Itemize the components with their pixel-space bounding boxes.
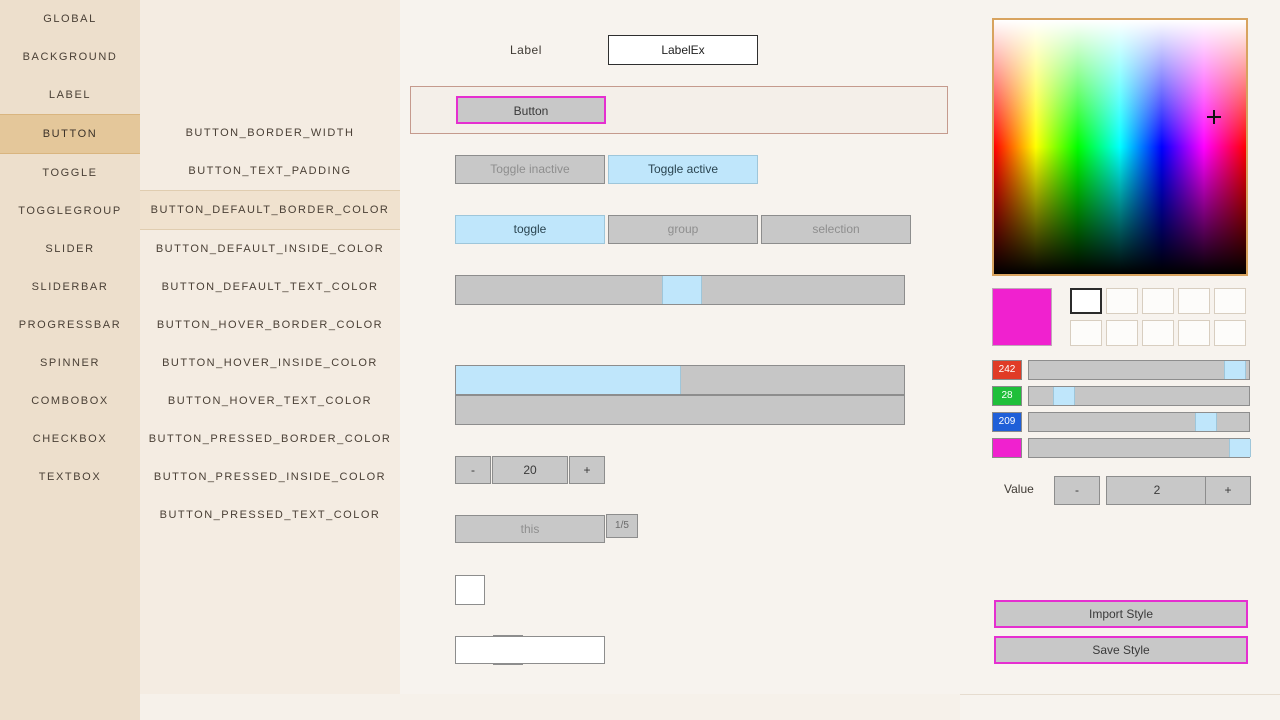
category-item-background[interactable]: BACKGROUND [22,51,118,63]
category-item-textbox[interactable]: TEXTBOX [38,471,102,483]
channel-blue-value: 209 [992,412,1022,432]
color-picker-area[interactable] [992,18,1248,276]
channel-green [992,386,1250,406]
category-item-spinner[interactable]: SPINNER [39,357,101,369]
value-decrement[interactable]: - [1054,476,1100,505]
spinner-value[interactable]: 20 [492,456,568,484]
color-panel [960,0,1280,694]
property-list [140,0,401,694]
category-item-slider[interactable]: SLIDER [45,243,95,255]
save-style-button[interactable]: Save Style [994,636,1248,664]
import-style-button[interactable]: Import Style [994,600,1248,628]
spinner-decrement[interactable]: - [455,456,491,484]
channel-alpha [992,438,1250,458]
current-color-swatch [992,288,1052,346]
property-item-default-border-color[interactable]: BUTTON_DEFAULT_BORDER_COLOR [140,190,400,230]
channel-alpha-value [992,438,1022,458]
channel-red [992,360,1250,380]
channel-blue-slider[interactable] [1028,412,1250,432]
togglegroup-item-group[interactable]: group [608,215,758,244]
category-item-toggle[interactable]: TOGGLE [42,167,98,179]
channel-red-slider[interactable] [1028,360,1250,380]
toggle-active[interactable]: Toggle active [608,155,758,184]
togglegroup-item-toggle[interactable]: toggle [455,215,605,244]
value-increment[interactable]: + [1205,476,1251,505]
slider-knob[interactable] [662,276,702,304]
property-item-hover-border-color[interactable]: BUTTON_HOVER_BORDER_COLOR [156,319,384,331]
palette-swatch-9[interactable] [1178,320,1210,346]
category-item-sliderbar[interactable]: SLIDERBAR [31,281,109,293]
preview-label-caption: Label [510,43,542,57]
preview-panel [400,0,960,694]
preview-label-value[interactable]: LabelEx [608,35,758,65]
category-item-progressbar[interactable]: PROGRESSBAR [18,319,122,331]
property-item-hover-text-color[interactable]: BUTTON_HOVER_TEXT_COLOR [167,395,373,407]
palette-swatch-4[interactable] [1178,288,1210,314]
category-item-button[interactable]: BUTTON [0,114,140,154]
checkbox-unchecked[interactable] [455,575,485,605]
combobox-count[interactable]: 1/5 [606,514,638,538]
channel-alpha-slider[interactable] [1028,438,1250,458]
bottom-right-fill [960,694,1280,720]
slider[interactable] [455,275,905,305]
value-field[interactable]: 2 [1106,476,1208,505]
channel-alpha-knob[interactable] [1229,439,1251,457]
bottom-left-fill [0,694,140,720]
property-item-pressed-text-color[interactable]: BUTTON_PRESSED_TEXT_COLOR [159,509,381,521]
channel-green-knob[interactable] [1053,387,1075,405]
bottom-strip [0,694,1280,720]
palette-swatch-6[interactable] [1070,320,1102,346]
palette-swatch-10[interactable] [1214,320,1246,346]
button-preview-group [410,86,948,134]
palette-swatch-7[interactable] [1106,320,1138,346]
preview-textbox[interactable] [455,636,605,664]
property-item-default-text-color[interactable]: BUTTON_DEFAULT_TEXT_COLOR [161,281,379,293]
combobox-value[interactable]: this [455,515,605,543]
palette-swatch-1[interactable] [1070,288,1102,314]
channel-green-slider[interactable] [1028,386,1250,406]
category-list [0,0,141,694]
sliderbar-fill [456,366,681,394]
property-item-text-padding[interactable]: BUTTON_TEXT_PADDING [188,165,352,177]
property-item-hover-inside-color[interactable]: BUTTON_HOVER_INSIDE_COLOR [162,357,378,369]
category-item-togglegroup[interactable]: TOGGLEGROUP [18,205,122,217]
property-item-pressed-inside-color[interactable]: BUTTON_PRESSED_INSIDE_COLOR [153,471,387,483]
progressbar [455,395,905,425]
channel-red-value: 242 [992,360,1022,380]
sliderbar[interactable] [455,365,905,395]
category-item-checkbox[interactable]: CHECKBOX [32,433,108,445]
channel-red-knob[interactable] [1224,361,1246,379]
palette-swatch-8[interactable] [1142,320,1174,346]
togglegroup-item-selection[interactable]: selection [761,215,911,244]
preview-button[interactable]: Button [456,96,606,124]
palette-swatch-3[interactable] [1142,288,1174,314]
palette-swatch-2[interactable] [1106,288,1138,314]
category-item-label[interactable]: LABEL [48,89,92,101]
toggle-inactive[interactable]: Toggle inactive [455,155,605,184]
value-stepper [960,476,1280,506]
value-label: Value [1004,482,1034,496]
spinner-increment[interactable]: + [569,456,605,484]
channel-blue [992,412,1250,432]
category-item-global[interactable]: GLOBAL [43,13,97,25]
property-item-pressed-border-color[interactable]: BUTTON_PRESSED_BORDER_COLOR [148,433,392,445]
palette-swatch-5[interactable] [1214,288,1246,314]
property-item-default-inside-color[interactable]: BUTTON_DEFAULT_INSIDE_COLOR [155,243,385,255]
channel-blue-knob[interactable] [1195,413,1217,431]
category-item-combobox[interactable]: COMBOBOX [31,395,109,407]
channel-green-value: 28 [992,386,1022,406]
property-item-border-width[interactable]: BUTTON_BORDER_WIDTH [185,127,355,139]
color-picker-cursor[interactable] [1207,110,1221,124]
